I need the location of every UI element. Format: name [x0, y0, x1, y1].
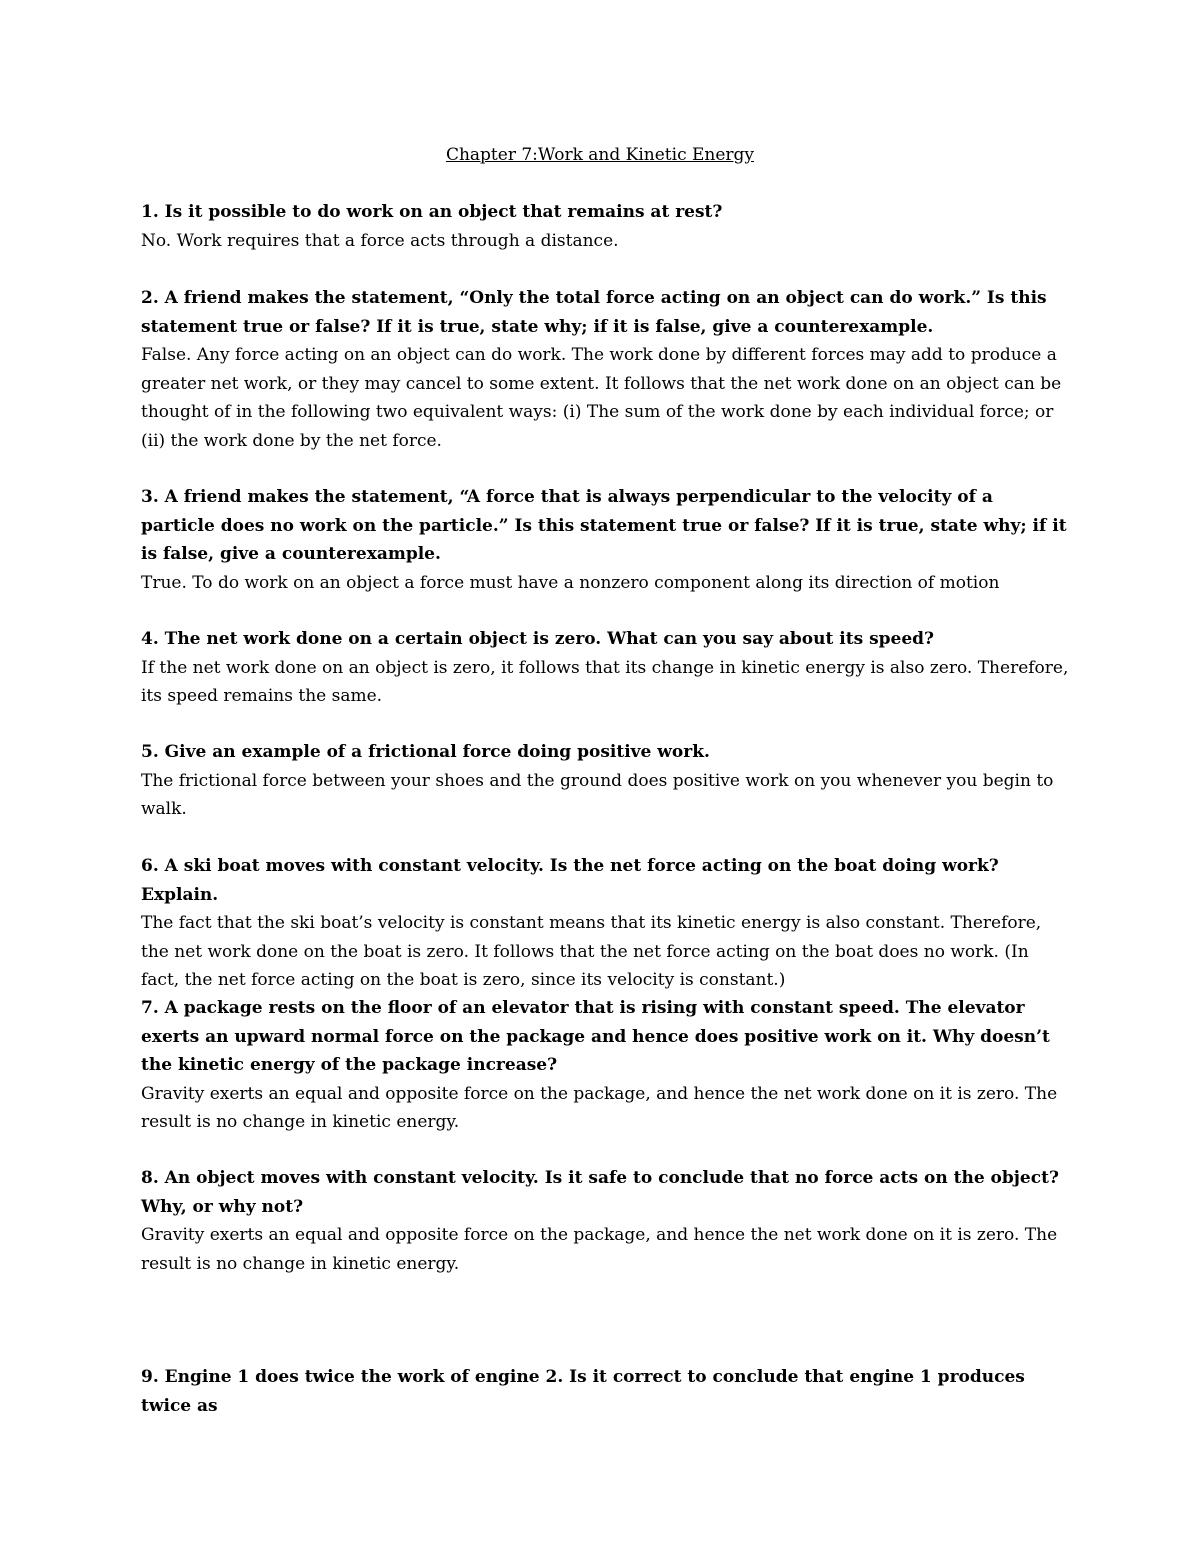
qa-item-7	[141, 994, 1071, 1137]
answer-3: True. To do work on an object a force must have a nonzero component along its direction of motion	[141, 572, 1000, 593]
question-2: 2. A friend makes the statement, “Only the total force acting on an object can do work.” Is this statement true or false? If it is true, state why; if it is false, give a counterexample.	[141, 288, 1047, 337]
qa-item-8	[141, 1164, 1071, 1278]
answer-1: No. Work requires that a force acts through a distance.	[141, 230, 619, 251]
answer-6: The fact that the ski boat’s velocity is constant means that its kinetic energy is also constant. Therefore, the net work done on the boat is zero. It follows that the net force acting on the boat does no work. (In fact, the net force acting on the boat is zero, since its velocity is constant.)	[141, 913, 1042, 990]
qa-item-5	[141, 738, 1071, 824]
qa-item-4	[141, 625, 1071, 711]
answer-8: Gravity exerts an equal and opposite force on the package, and hence the net work done on it is zero. The result is no change in kinetic energy.	[141, 1225, 1058, 1274]
qa-item-2	[141, 284, 1071, 455]
question-4: 4. The net work done on a certain object is zero. What can you say about its speed?	[141, 629, 935, 649]
question-3: 3. A friend makes the statement, “A force that is always perpendicular to the velocity of a particle does no work on the particle.” Is this statement true or false? If it is true, state why; if it is false, give a counterexample.	[141, 487, 1067, 564]
question-8: 8. An object moves with constant velocity. Is it safe to conclude that no force acts on the object? Why, or why not?	[141, 1168, 1059, 1217]
answer-2: False. Any force acting on an object can do work. The work done by different forces may add to produce a greater net work, or they may cancel to some extent. It follows that the net work done on an object can be thought of in the following two equivalent ways: (i) The sum of the work done by each individual force; or (ii) the work done by the net force.	[141, 345, 1062, 451]
answer-5: The frictional force between your shoes and the ground does positive work on you whenever you begin to walk.	[141, 770, 1054, 819]
question-6: 6. A ski boat moves with constant velocity. Is the net force acting on the boat doing work? Explain.	[141, 856, 999, 905]
question-5: 5. Give an example of a frictional force doing positive work.	[141, 742, 710, 762]
question-7: 7. A package rests on the floor of an elevator that is rising with constant speed. The elevator exerts an upward normal force on the package and hence does positive work on it. Why doesn’t the kinetic energy of the package increase?	[141, 998, 1050, 1075]
qa-item-1	[141, 198, 1071, 255]
page-title: Chapter 7:Work and Kinetic Energy	[445, 145, 755, 165]
qa-item-9	[141, 1363, 1071, 1420]
qa-item-6	[141, 852, 1071, 995]
answer-7: Gravity exerts an equal and opposite force on the package, and hence the net work done on it is zero. The result is no change in kinetic energy.	[141, 1083, 1058, 1132]
answer-4: If the net work done on an object is zero, it follows that its change in kinetic energy is also zero. Therefore, its speed remains the same.	[141, 657, 1069, 706]
qa-item-3	[141, 483, 1071, 597]
question-1: 1. Is it possible to do work on an object that remains at rest?	[141, 202, 723, 222]
question-9: 9. Engine 1 does twice the work of engine 2. Is it correct to conclude that engine 1 produces twice as	[141, 1367, 1025, 1416]
